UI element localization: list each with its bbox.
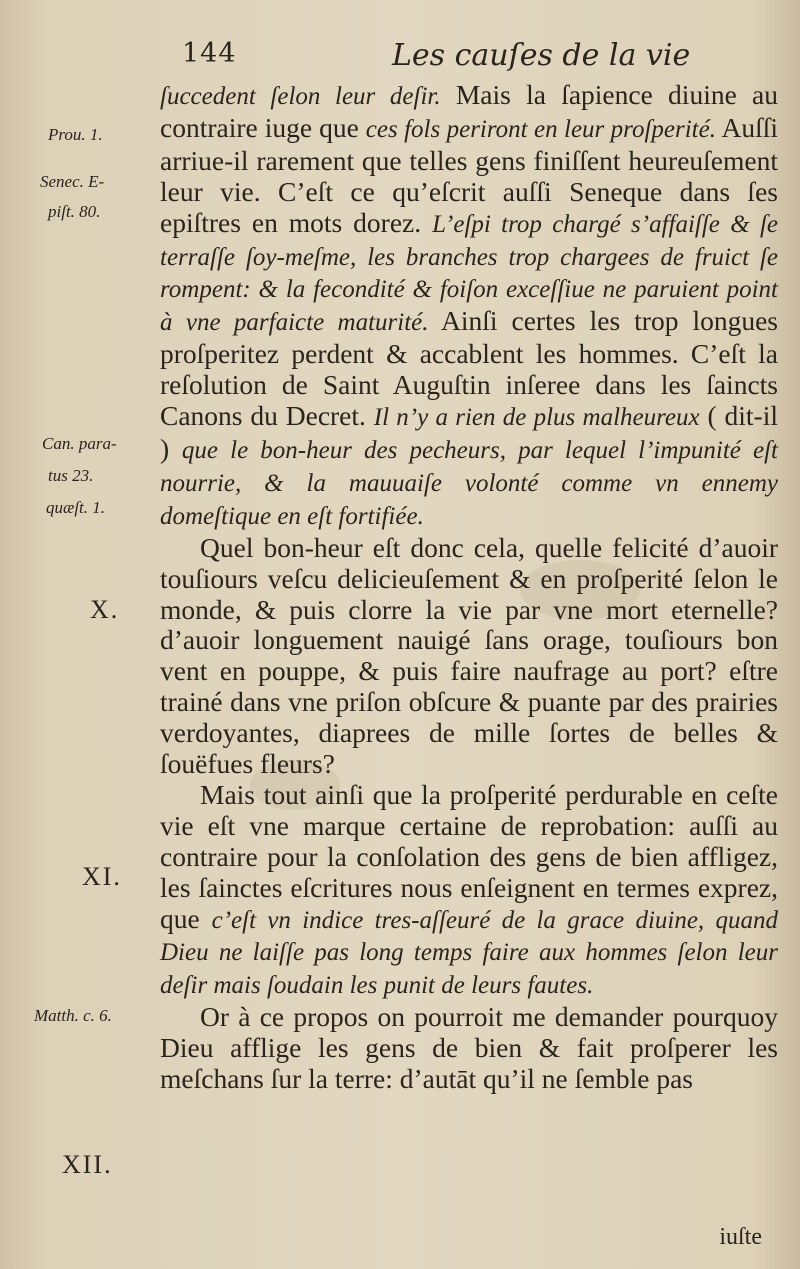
running-title: Les cauſes de la vie [392,38,691,73]
margin-note-prov: Prou. 1. [48,125,103,144]
paragraph-3 [160,780,778,1002]
quotation-seneca: L’eſpi trop chargé s’affaiſſe & ſe terraſſe ſoy-meſme, les branches trop chargees de fruict ſe rompent: & la fecondité & foiſon exceſſiue ne paruient point à vne parfaicte maturité. [160,210,778,337]
text-run: ( dit-il ) [160,400,778,464]
margin-note-senec-2: piſt. 80. [48,202,101,221]
page-header [170,38,770,78]
margin-note-senec: Senec. E- [40,172,105,191]
quotation-augustin: Il n’y a rien de plus malheureux [373,404,700,432]
italic-text: ces fols periront en leur proſperité. [365,115,716,143]
margin-note-matthew: Matth. c. 6. [34,1006,112,1025]
text-run: Auſſi arriue-il rarement que telles gens finiſſent heureuſement leur vie. C’eſt ce qu’eſcrit auſſi Seneque dans ſes epiſtres en mots dorez. [160,111,778,238]
paragraph-1 [160,80,778,533]
page-number: 144 [182,38,237,69]
quotation-matthew: c’eſt vn indice tres-aſſeuré de la grace diuine, quand Dieu ne laiſſe pas long temps faire aux hommes ſelon leur deſir mais ſoudain les punit de leurs fautes. [160,906,778,1000]
text-run: Mais tout ainſi que la proſperité perdurable en ceſte vie eſt vne marque certaine de reprobation: auſſi au contraire pour la conſolation des gens de bien affligez, les ſainctes eſcritures nous enſeignent en termes exprez, que [160,778,778,934]
section-number-xii: XII. [62,1150,113,1179]
text-run: Ainſi certes les trop longues proſperitez perdent & accablent les hommes. C’eſt la reſolution de Saint Auguſtin inſeree dans les ſaincts Canons du Decret. [160,305,778,432]
margin-note-canon-2: tus 23. [48,466,94,485]
section-number-xi: XI. [82,862,122,891]
margin-notes [0,0,155,1269]
section-number-x: X. [90,595,120,624]
margin-note-canon: Can. para- [42,434,117,453]
main-text [160,80,778,1095]
paragraph-4: Or à ce propos on pourroit me demander pourquoy Dieu afflige les gens de bien & fait proſperer les meſchans ſur la terre: d’autāt qu’il ne ſemble pas [160,1001,778,1095]
catchword: iuſte [719,1224,762,1250]
italic-text: ſuccedent ſelon leur deſir. [160,83,441,110]
paragraph-2: Quel bon-heur eſt donc cela, quelle felicité d’auoir touſiours veſcu delicieuſement & en proſperité ſelon le monde, & puis clorre la vie par vne mort eternelle? d’auoir longuement nauigé ſans orage, touſiours bon vent en pouppe, & puis faire naufrage au port? eſtre trainé dans vne priſon obſcure & puante par des prairies verdoyantes, diaprees de mille ſortes de belles & ſouëfues fleurs? [160,531,778,780]
text-run: Mais la ſapience diuine au contraire iuge que [160,79,778,143]
margin-note-canon-3: quæſt. 1. [46,498,106,517]
quotation-augustin-cont: que le bon-heur des pecheurs, par lequel l’impunité eſt nourrie, & la mauuaiſe volonté comme vn ennemy domeſtique en eſt fortifiée. [160,436,778,530]
